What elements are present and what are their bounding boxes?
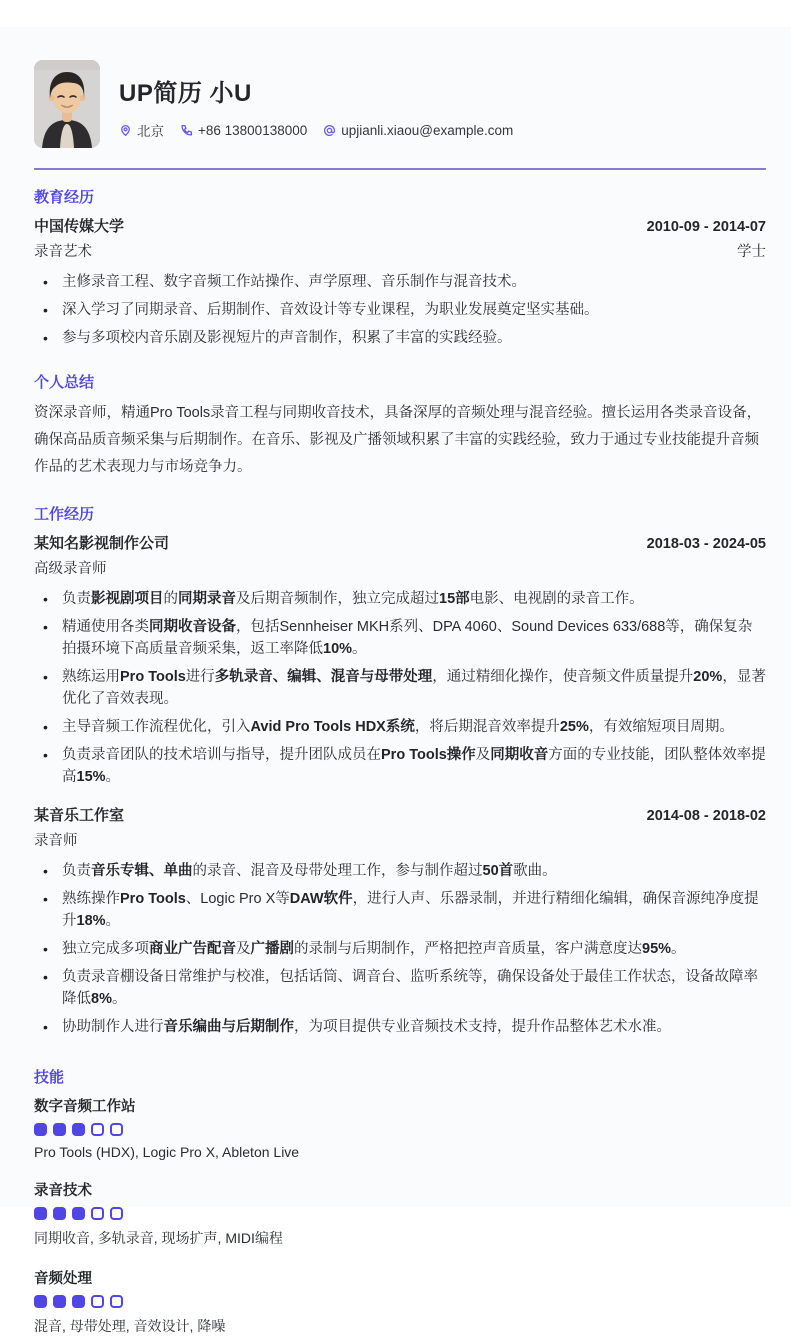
skill-level-dots [34,1207,766,1220]
bullet-item: • 深入学习了同期录音、后期制作、音效设计等专业课程，为职业发展奠定坚实基础。 [34,299,766,321]
profile-photo [34,60,100,148]
bullet-item: • 负责录音团队的技术培训与指导，提升团队成员在Pro Tools操作及同期收音方面的专业技能，团队整体效率提高15%。 [34,744,766,788]
skill-name: 录音技术 [34,1183,92,1199]
job-company: 某知名影视制作公司 [34,535,170,552]
phone-icon [180,124,193,137]
skill-dot-filled [34,1295,47,1308]
job-entry [34,804,766,1038]
skill-block [34,1267,766,1336]
summary-text: 资深录音师，精通Pro Tools录音工程与同期收音技术，具备深厚的音频处理与混音经验。擅长运用各类录音设备，确保高品质音频采集与后期制作。在音乐、影视及广播领域积累了丰富的实践经验，致力于通过专业技能提升音频作品的艺术表现力与市场竞争力。 [34,405,762,475]
education-major: 录音艺术 [34,244,92,260]
contact-phone [180,123,307,138]
skill-level-dots [34,1295,766,1308]
section-education [34,186,766,349]
header-divider [34,168,766,170]
contact-location [119,120,164,140]
section-summary [34,371,766,481]
skill-dot-empty [91,1207,104,1220]
skill-detail: 混音, 母带处理, 音效设计, 降噪 [34,1318,226,1334]
bullet-item: • 参与多项校内音乐剧及影视短片的声音制作，积累了丰富的实践经验。 [34,327,766,349]
skill-dot-filled [72,1207,85,1220]
contact-phone-text: +86 13800138000 [198,122,308,138]
job-bullets [34,860,766,1038]
job-dates: 2014-08 - 2018-02 [646,808,766,824]
skill-dot-filled [72,1295,85,1308]
skill-dot-filled [53,1207,66,1220]
bullet-item: • 负责录音棚设备日常维护与校准，包括话筒、调音台、监听系统等，确保设备处于最佳工作状态，设备故障率降低8%。 [34,966,766,1010]
resume-header [34,60,766,148]
bullet-item: • 协助制作人进行音乐编曲与后期制作，为项目提供专业音频技术支持，提升作品整体艺术水准。 [34,1016,766,1038]
section-title-work: 工作经历 [34,506,95,523]
bullet-item: • 负责影视剧项目的同期录音及后期音频制作，独立完成超过15部电影、电视剧的录音工作。 [34,588,766,610]
job-role: 高级录音师 [34,561,107,577]
skill-dot-filled [34,1207,47,1220]
contact-row [119,120,529,140]
skill-name: 音频处理 [34,1271,92,1287]
job-dates: 2018-03 - 2024-05 [646,536,766,552]
section-title-education: 教育经历 [34,189,95,206]
contact-email-text: upjianli.xiaou@example.com [341,122,514,138]
section-skills [34,1066,766,1336]
job-role: 录音师 [34,833,78,849]
education-bullets [34,271,766,349]
skill-dot-empty [110,1207,123,1220]
bullet-item: • 熟练运用Pro Tools进行多轨录音、编辑、混音与母带处理，通过精细化操作，使音频文件质量提升20%，显著优化了音效表现。 [34,666,766,710]
person-name: UP简历 小U [119,80,252,107]
bullet-item: • 主导音频工作流程优化，引入Avid Pro Tools HDX系统，将后期混音效率提升25%，有效缩短项目周期。 [34,716,766,738]
bullet-item: • 熟练操作Pro Tools、Logic Pro X等DAW软件，进行人声、乐器录制，并进行精细化编辑，确保音源纯净度提升18%。 [34,888,766,932]
resume-page [0,27,791,1334]
header-info [119,60,529,140]
skill-dot-empty [110,1295,123,1308]
skill-detail: 同期收音, 多轨录音, 现场扩声, MIDI编程 [34,1230,283,1246]
education-degree: 学士 [737,244,766,260]
bullet-item: • 精通使用各类同期收音设备，包括Sennheiser MKH系列、DPA 4060、Sound Devices 633/688等，确保复杂拍摄环境下高质量音频采集，返工率降低10%。 [34,616,766,660]
profile-photo-illustration [34,60,100,148]
skill-block [34,1179,766,1248]
skill-name: 数字音频工作站 [34,1099,136,1115]
skill-detail: Pro Tools (HDX), Logic Pro X, Ableton Live [34,1144,300,1160]
at-sign-icon [323,124,336,137]
section-work [34,503,766,1038]
bullet-item: • 主修录音工程、数字音频工作站操作、声学原理、音乐制作与混音技术。 [34,271,766,293]
map-pin-icon [119,124,132,137]
contact-email [323,123,513,138]
bullet-item: • 独立完成多项商业广告配音及广播剧的录制与后期制作，严格把控声音质量，客户满意度达95%。 [34,938,766,960]
education-school: 中国传媒大学 [34,218,125,235]
skill-block [34,1095,766,1160]
job-entry [34,532,766,788]
section-title-skills: 技能 [34,1069,65,1086]
contact-location-text: 北京 [137,124,164,139]
section-title-summary: 个人总结 [34,374,95,391]
skill-dot-filled [53,1295,66,1308]
job-company: 某音乐工作室 [34,807,125,824]
skill-dot-empty [91,1295,104,1308]
education-dates: 2010-09 - 2014-07 [646,219,766,235]
job-bullets [34,588,766,788]
bullet-item: • 负责音乐专辑、单曲的录音、混音及母带处理工作，参与制作超过50首歌曲。 [34,860,766,882]
